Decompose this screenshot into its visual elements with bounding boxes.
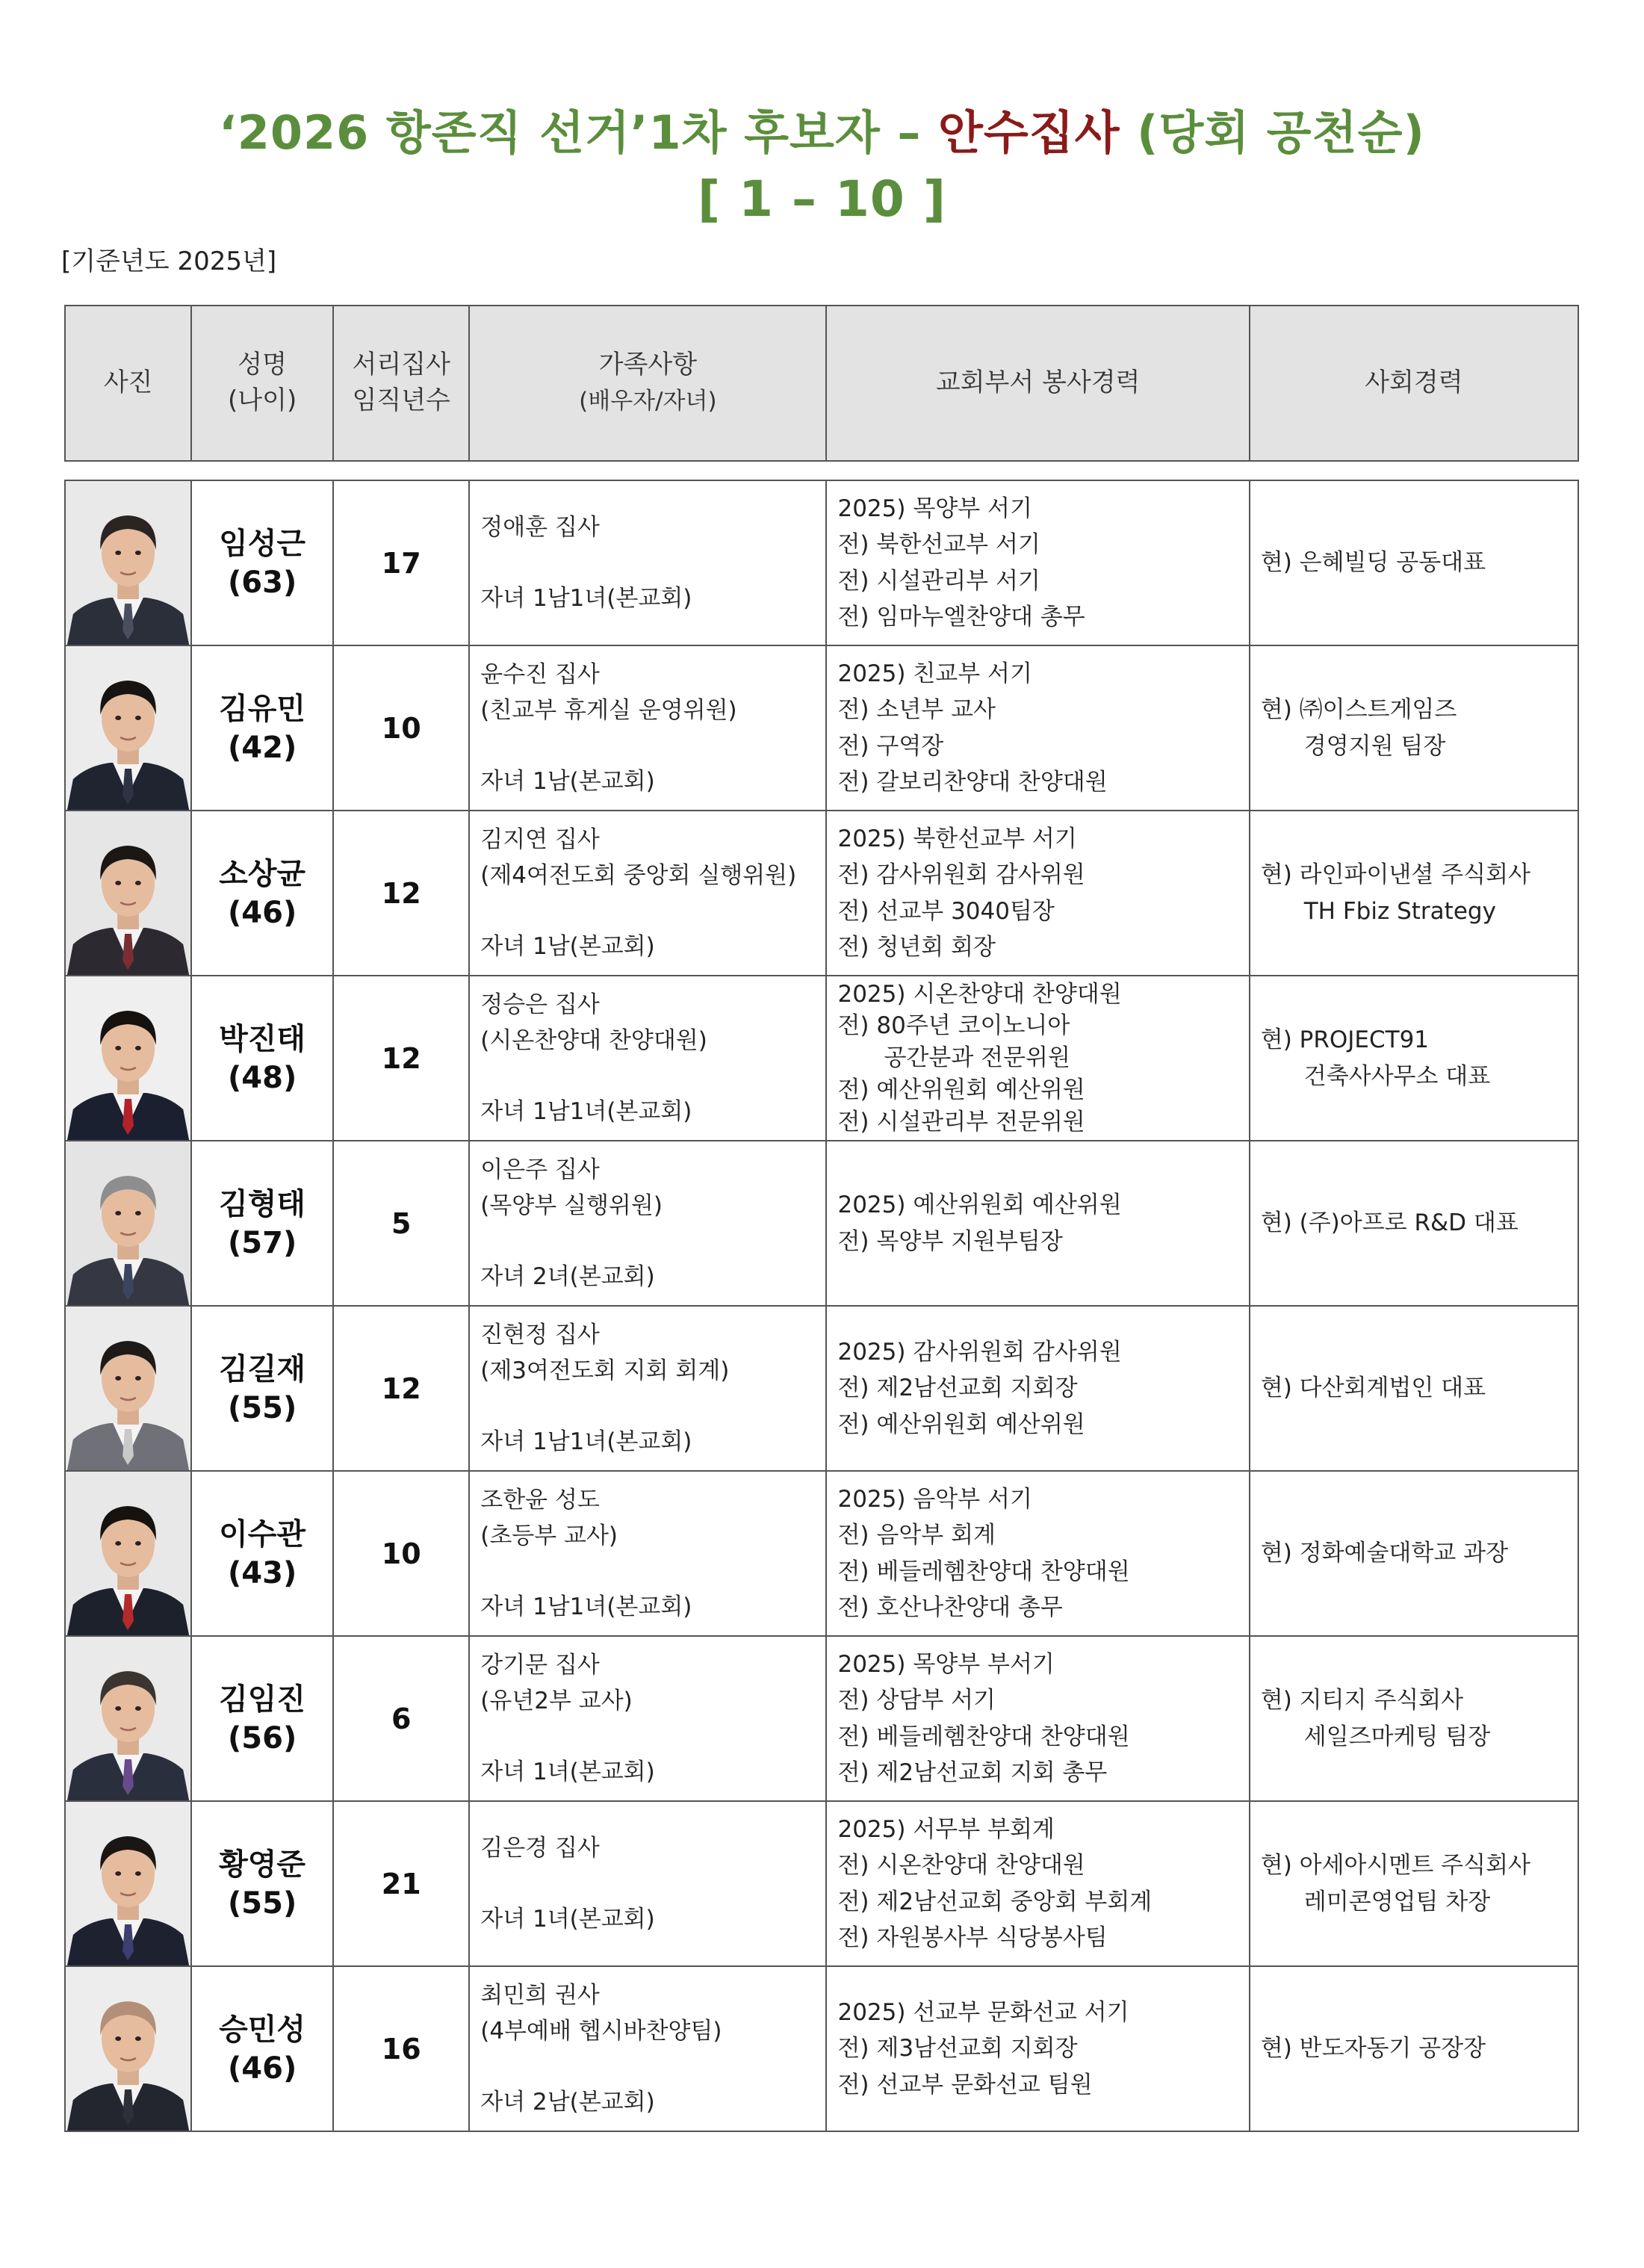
candidate-years: 6 — [333, 1636, 469, 1801]
service-line: 2025) 선교부 문화선교 서기 — [837, 1999, 1129, 2027]
social-line: 현) 아세아시멘트 주식회사 — [1260, 1852, 1530, 1880]
photo-cell — [65, 976, 191, 1141]
social-line: 현) 지티지 주식회사 — [1260, 1687, 1464, 1714]
candidate-age: (48) — [228, 1060, 297, 1095]
family-cell — [469, 480, 826, 645]
candidate-name: 소상균 — [219, 856, 306, 891]
candidate-name: 김임진 — [219, 1682, 306, 1717]
service-line: 2025) 목양부 서기 — [837, 495, 1032, 523]
family-line: (시온찬양대 찬양대원) — [480, 1027, 707, 1055]
social-line: TH Fbiz Strategy — [1303, 897, 1496, 925]
family-line: (제3여전도회 지회 회계) — [480, 1357, 730, 1385]
photo-cell — [65, 1306, 191, 1471]
social-cell — [1250, 1966, 1578, 2131]
service-line: 전) 선교부 3040팀장 — [837, 897, 1055, 925]
candidate-age: (56) — [228, 1720, 297, 1756]
candidate-row — [65, 1636, 1578, 1801]
page-title — [0, 96, 1644, 162]
candidate-years: 12 — [333, 1306, 469, 1471]
family-line: 자녀 1남1녀(본교회) — [480, 584, 692, 612]
candidate-name-cell — [191, 1306, 333, 1471]
header-name: 성명 (나이) — [191, 306, 333, 461]
header-table — [64, 305, 1579, 462]
social-cell — [1250, 1306, 1578, 1471]
family-line: 자녀 1남(본교회) — [480, 767, 655, 795]
family-line: (4부예배 헵시바찬양팀) — [480, 2018, 722, 2045]
family-line: (유년2부 교사) — [480, 1688, 633, 1715]
candidate-name: 김길재 — [219, 1351, 306, 1386]
candidate-name-cell — [191, 1801, 333, 1966]
social-line: 현) ㈜이스트게임즈 — [1260, 696, 1457, 724]
basis-year: [기준년도 2025년] — [61, 247, 277, 276]
social-line: 현) 다산회계법인 대표 — [1260, 1375, 1486, 1402]
candidate-name: 승민성 — [219, 2012, 306, 2047]
candidate-age: (46) — [228, 895, 297, 930]
service-line: 공간분과 전문위원 — [884, 1044, 1070, 1072]
page-range: [ 1 – 10 ] — [697, 170, 946, 228]
header-years: 서리집사 임직년수 — [333, 306, 469, 461]
service-line: 전) 80주년 코이노니아 — [837, 1012, 1070, 1040]
candidate-name-cell — [191, 480, 333, 645]
candidate-row — [65, 976, 1578, 1141]
title-accent: 안수집사 — [937, 105, 1120, 160]
family-line: 자녀 1남1녀(본교회) — [480, 1097, 692, 1125]
header-family: 가족사항 (배우자/자녀) — [469, 306, 826, 461]
social-cell — [1250, 480, 1578, 645]
family-line: 조한윤 성도 — [480, 1487, 600, 1514]
family-line: 자녀 1남1녀(본교회) — [480, 1593, 692, 1620]
family-line: 자녀 1녀(본교회) — [480, 1905, 655, 1933]
family-line: 김지연 집사 — [480, 826, 600, 854]
social-line: 현) 정화예술대학교 과장 — [1260, 1540, 1509, 1567]
family-gap — [480, 729, 825, 763]
service-line: 전) 시온찬양대 찬양대원 — [837, 1852, 1085, 1880]
service-line: 전) 상담부 서기 — [837, 1687, 996, 1714]
service-cell — [826, 1141, 1249, 1306]
family-line: 정승은 집사 — [480, 991, 600, 1019]
service-cell — [826, 1306, 1249, 1471]
service-line: 전) 임마누엘찬양대 총무 — [837, 603, 1085, 630]
photo-cell — [65, 1801, 191, 1966]
candidate-name-cell — [191, 1636, 333, 1801]
candidate-name: 박진태 — [219, 1021, 306, 1056]
candidate-years: 10 — [333, 1471, 469, 1636]
family-gap — [480, 2050, 825, 2084]
candidate-row — [65, 1471, 1578, 1636]
candidate-years: 5 — [333, 1141, 469, 1306]
service-line: 전) 북한선교부 서기 — [837, 531, 1040, 559]
family-cell — [469, 1966, 826, 2131]
social-cell — [1250, 1801, 1578, 1966]
social-cell — [1250, 811, 1578, 976]
service-line: 2025) 목양부 부서기 — [837, 1651, 1055, 1679]
photo-cell — [65, 1471, 191, 1636]
candidate-name: 김유민 — [219, 691, 306, 726]
service-line: 전) 감사위원회 감사위원 — [837, 861, 1085, 889]
social-line: 세일즈마케팅 팀장 — [1303, 1723, 1491, 1750]
service-line: 2025) 북한선교부 서기 — [837, 825, 1077, 853]
service-line: 2025) 감사위원회 감사위원 — [837, 1339, 1122, 1366]
service-line: 전) 제3남선교회 지회장 — [837, 2035, 1078, 2063]
social-cell — [1250, 1141, 1578, 1306]
candidate-name-cell — [191, 645, 333, 811]
family-gap — [480, 1059, 825, 1094]
social-line: 경영지원 팀장 — [1303, 732, 1446, 760]
service-line: 전) 자원봉사부 식당봉사팀 — [837, 1924, 1108, 1951]
photo-cell — [65, 645, 191, 811]
candidate-age: (43) — [228, 1555, 297, 1590]
header-service: 교회부서 봉사경력 — [826, 306, 1249, 461]
family-line: 자녀 2녀(본교회) — [480, 1262, 655, 1290]
candidate-name: 김형태 — [219, 1186, 306, 1221]
header-photo: 사진 — [65, 306, 191, 461]
social-line: 현) 은혜빌딩 공동대표 — [1260, 549, 1486, 577]
photo-cell — [65, 811, 191, 976]
candidate-years: 21 — [333, 1801, 469, 1966]
family-gap — [480, 1720, 825, 1754]
service-line: 전) 제2남선교회 지회 총무 — [837, 1759, 1108, 1786]
social-line: 현) (주)아프로 R&D 대표 — [1260, 1209, 1519, 1237]
social-line: 건축사사무소 대표 — [1303, 1062, 1491, 1090]
service-line: 전) 시설관리부 전문위원 — [837, 1108, 1085, 1135]
family-line: 자녀 1남(본교회) — [480, 932, 655, 960]
photo-cell — [65, 1636, 191, 1801]
candidate-name: 황영준 — [219, 1847, 306, 1882]
candidate-years: 12 — [333, 976, 469, 1141]
candidate-name-cell — [191, 1141, 333, 1306]
service-line: 전) 구역장 — [837, 732, 944, 760]
social-cell — [1250, 1636, 1578, 1801]
family-cell — [469, 645, 826, 811]
candidate-row — [65, 480, 1578, 645]
candidate-photo — [66, 1307, 190, 1470]
service-line: 전) 시설관리부 서기 — [837, 567, 1040, 595]
candidate-photo — [66, 1141, 190, 1305]
service-line: 전) 청년회 회장 — [837, 933, 996, 961]
candidate-years: 10 — [333, 645, 469, 811]
candidate-photo — [66, 481, 190, 645]
service-line: 2025) 음악부 서기 — [837, 1486, 1032, 1513]
candidate-name: 임성근 — [219, 526, 306, 561]
candidate-photo — [66, 811, 190, 975]
candidate-age: (46) — [228, 2051, 297, 2086]
title-text: ‘2026 항존직 선거’1차 후보자 – — [219, 105, 938, 160]
family-cell — [469, 1141, 826, 1306]
social-line: 현) 라인파이낸셜 주식회사 — [1260, 861, 1530, 889]
candidate-row — [65, 645, 1578, 811]
service-cell — [826, 645, 1249, 811]
family-line: 윤수진 집사 — [480, 661, 600, 689]
service-line: 2025) 친교부 서기 — [837, 660, 1032, 688]
family-gap — [480, 546, 825, 580]
candidate-row — [65, 1801, 1578, 1966]
service-cell — [826, 811, 1249, 976]
family-line: 진현정 집사 — [480, 1322, 600, 1349]
candidate-photo — [66, 976, 190, 1140]
family-line: 이은주 집사 — [480, 1156, 600, 1184]
service-cell — [826, 1636, 1249, 1801]
service-line: 2025) 서무부 부회계 — [837, 1816, 1055, 1844]
social-line: 레미콘영업팀 차장 — [1303, 1888, 1491, 1915]
family-gap — [480, 1555, 825, 1589]
social-cell — [1250, 1471, 1578, 1636]
candidate-photo — [66, 1472, 190, 1635]
candidate-age: (57) — [228, 1225, 297, 1260]
service-line: 2025) 예산위원회 예산위원 — [837, 1192, 1122, 1219]
service-line: 전) 소년부 교사 — [837, 696, 996, 724]
candidate-photo — [66, 1802, 190, 1965]
family-line: (목양부 실행위원) — [480, 1192, 663, 1220]
candidate-name-cell — [191, 1966, 333, 2131]
family-line: 강기문 집사 — [480, 1652, 600, 1679]
service-line: 전) 예산위원회 예산위원 — [837, 1410, 1085, 1438]
family-line: 최민희 권사 — [480, 1982, 600, 2010]
candidate-row — [65, 1966, 1578, 2131]
photo-cell — [65, 480, 191, 645]
family-line: 정애훈 집사 — [480, 514, 600, 542]
service-cell — [826, 976, 1249, 1141]
service-line: 전) 갈보리찬양대 찬양대원 — [837, 768, 1108, 796]
photo-cell — [65, 1141, 191, 1306]
family-line: 자녀 1남1녀(본교회) — [480, 1428, 692, 1455]
family-cell — [469, 811, 826, 976]
family-line: (초등부 교사) — [480, 1522, 618, 1550]
candidate-years: 17 — [333, 480, 469, 645]
candidate-age: (55) — [228, 1390, 297, 1425]
candidate-photo — [66, 646, 190, 810]
family-gap — [480, 1224, 825, 1259]
service-line: 전) 선교부 문화선교 팀원 — [837, 2071, 1093, 2098]
candidate-years: 16 — [333, 1966, 469, 2131]
family-gap — [480, 1867, 825, 1901]
title-suffix: (당회 공천순) — [1120, 105, 1425, 160]
family-cell — [469, 1471, 826, 1636]
photo-cell — [65, 1966, 191, 2131]
family-line: 자녀 2남(본교회) — [480, 2088, 655, 2116]
social-cell — [1250, 645, 1578, 811]
candidate-photo — [66, 1637, 190, 1800]
family-cell — [469, 1801, 826, 1966]
candidate-row — [65, 811, 1578, 976]
social-line: 현) PROJECT91 — [1260, 1026, 1430, 1054]
service-line: 전) 호산나찬양대 총무 — [837, 1593, 1063, 1621]
service-line: 전) 목양부 지원부팀장 — [837, 1227, 1063, 1255]
family-line: 김은경 집사 — [480, 1835, 600, 1862]
header-social: 사회경력 — [1250, 306, 1578, 461]
service-cell — [826, 480, 1249, 645]
service-line: 전) 제2남선교회 지회장 — [837, 1375, 1078, 1402]
candidate-age: (42) — [228, 730, 297, 765]
family-line: (친교부 휴게실 운영위원) — [480, 697, 737, 725]
service-cell — [826, 1801, 1249, 1966]
family-cell — [469, 1636, 826, 1801]
service-cell — [826, 1966, 1249, 2131]
candidate-age: (55) — [228, 1886, 297, 1921]
family-cell — [469, 976, 826, 1141]
family-line: (제4여전도회 중앙회 실행위원) — [480, 862, 797, 890]
candidate-row — [65, 1306, 1578, 1471]
family-gap — [480, 894, 825, 929]
candidate-age: (63) — [228, 565, 297, 600]
service-line: 2025) 시온찬양대 찬양대원 — [837, 980, 1122, 1008]
social-line: 현) 반도자동기 공장장 — [1260, 2035, 1486, 2063]
candidate-name: 이수관 — [219, 1516, 306, 1552]
service-line: 전) 베들레헴찬양대 찬양대원 — [837, 1723, 1130, 1750]
candidate-years: 12 — [333, 811, 469, 976]
candidate-photo — [66, 1967, 190, 2131]
social-cell — [1250, 976, 1578, 1141]
service-cell — [826, 1471, 1249, 1636]
service-line: 전) 제2남선교회 중앙회 부회계 — [837, 1888, 1153, 1915]
family-gap — [480, 1389, 825, 1424]
family-cell — [469, 1306, 826, 1471]
candidate-name-cell — [191, 1471, 333, 1636]
candidate-name-cell — [191, 976, 333, 1141]
family-line: 자녀 1녀(본교회) — [480, 1758, 655, 1785]
candidate-row — [65, 1141, 1578, 1306]
candidate-name-cell — [191, 811, 333, 976]
service-line: 전) 예산위원회 예산위원 — [837, 1076, 1085, 1103]
candidate-table — [64, 480, 1579, 2132]
service-line: 전) 베들레헴찬양대 찬양대원 — [837, 1558, 1130, 1585]
service-line: 전) 음악부 회계 — [837, 1522, 996, 1549]
